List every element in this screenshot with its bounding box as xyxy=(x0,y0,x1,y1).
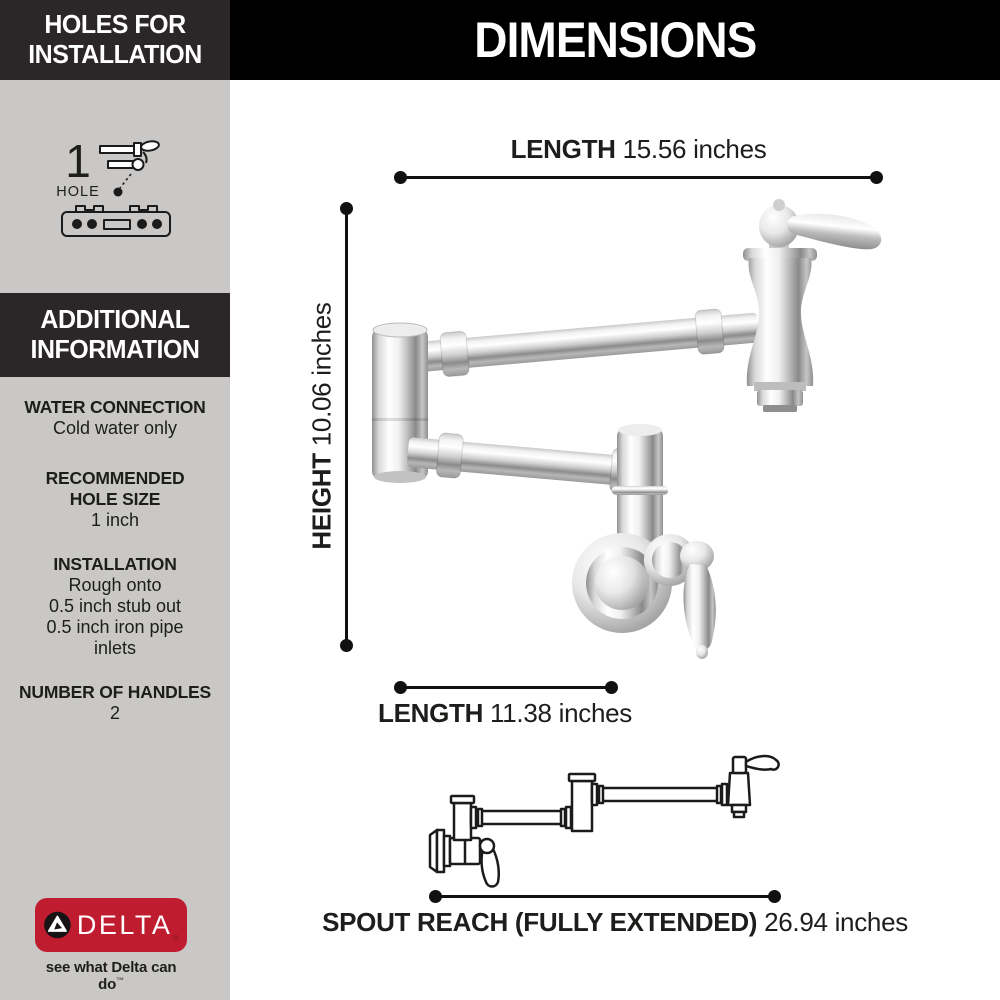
dimension-endpoint-dot xyxy=(870,171,883,184)
delta-tagline: see what Delta can do™ xyxy=(45,959,177,993)
page-title: DIMENSIONS xyxy=(473,12,757,68)
spec-value: 2 xyxy=(109,703,120,723)
spec-title: RECOMMENDED xyxy=(45,468,185,488)
dimension-label: SPOUT REACH (FULLY EXTENDED) 26.94 inches xyxy=(322,907,908,937)
spec-title: INSTALLATION xyxy=(53,554,177,574)
spec-value: 0.5 inch stub out xyxy=(48,596,182,616)
spec-value: 1 inch xyxy=(90,510,140,530)
dimension-label: LENGTH 15.56 inches xyxy=(510,134,767,164)
spec-water-connection xyxy=(0,397,230,439)
registered-mark: ® xyxy=(172,933,179,943)
spec-value: Cold water only xyxy=(52,418,178,438)
delta-brand-text: DELTA xyxy=(76,909,173,940)
dimension-endpoint-dot xyxy=(605,681,618,694)
spec-value: 0.5 inch iron pipe xyxy=(46,617,184,637)
spec-value: Rough onto xyxy=(68,575,162,595)
spec-number-of-handles xyxy=(0,682,230,724)
spec-title: NUMBER OF HANDLES xyxy=(18,682,211,702)
holes-header-line1: HOLES FOR xyxy=(44,9,186,39)
spout-reach-line-drawing xyxy=(420,735,790,900)
additional-header-line1: ADDITIONAL xyxy=(40,304,190,334)
additional-information-header xyxy=(0,293,230,377)
delta-logo xyxy=(35,898,187,993)
additional-header-line2: INFORMATION xyxy=(30,334,200,364)
dimension-label: HEIGHT 10.06 inches xyxy=(306,302,337,550)
spec-recommended-hole-size xyxy=(0,468,230,531)
dimension-line xyxy=(435,895,775,898)
hole-count-label: HOLE xyxy=(56,184,100,200)
dimension-endpoint-dot xyxy=(394,681,407,694)
pot-filler-icon xyxy=(98,134,164,200)
dimension-line xyxy=(400,686,612,689)
delta-logo-badge xyxy=(35,898,187,952)
product-photo-pot-filler xyxy=(350,190,910,670)
holes-for-installation-header xyxy=(0,0,230,80)
one-hole-indicator xyxy=(56,135,100,200)
holes-header-line2: INSTALLATION xyxy=(28,39,202,69)
hole-count: 1 xyxy=(65,135,91,187)
dimension-endpoint-dot xyxy=(768,890,781,903)
sidebar xyxy=(0,0,230,1000)
trademark-mark: ™ xyxy=(116,976,124,985)
delta-triangle-icon xyxy=(43,906,72,944)
spec-title: WATER CONNECTION xyxy=(24,397,206,417)
dimension-endpoint-dot xyxy=(394,171,407,184)
dimensions-banner xyxy=(230,0,1000,80)
dimension-endpoint-dot xyxy=(429,890,442,903)
spec-title: HOLE SIZE xyxy=(69,489,161,509)
spec-installation xyxy=(0,554,230,659)
stove-deck-icon xyxy=(58,199,174,241)
dimension-line xyxy=(400,176,877,179)
dimension-line xyxy=(345,208,348,645)
dimension-label: LENGTH 11.38 inches xyxy=(378,698,632,728)
spec-value: inlets xyxy=(93,638,137,658)
